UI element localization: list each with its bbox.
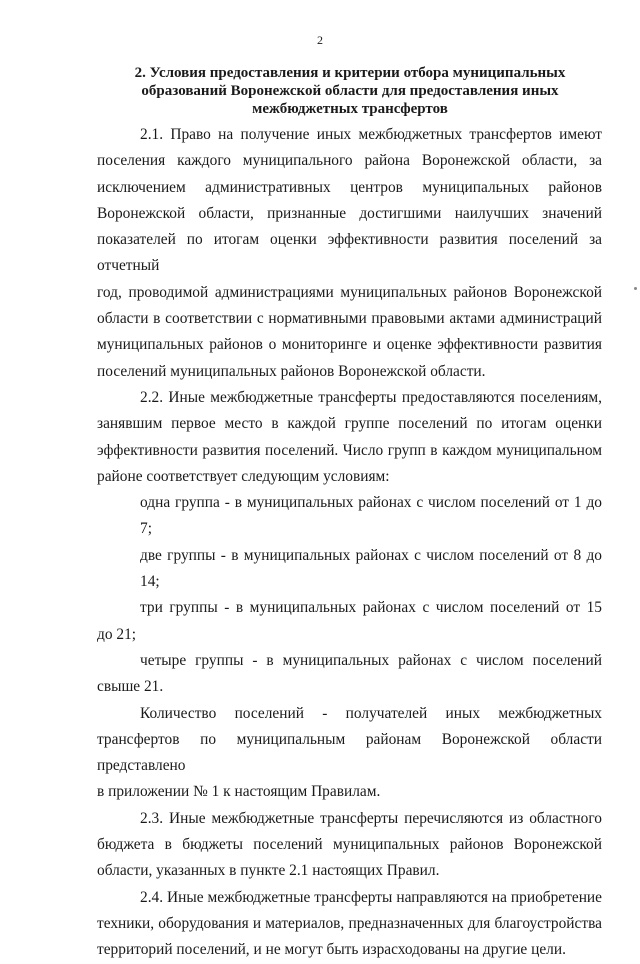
heading-line: образований Воронежской области для предоставления иных [141,83,559,99]
paragraph-line: муниципальных районов о мониторинге и оценке эффективности развития [97,336,602,354]
paragraph-line: 2.1. Право на получение иных межбюджетных трансфертов имеют [140,126,602,143]
section-body [97,122,602,964]
paragraph-line: исключением административных центров муниципальных районов [97,178,602,196]
paragraph-line: области в соответствии с нормативными правовыми актами администраций [97,310,602,328]
paragraph-line: поселений муниципальных районов Воронежской области. [97,362,486,380]
page-number: 2 [317,33,323,47]
paragraph-line: занявшим первое место в каждой группе поселений по итогам оценки [97,415,602,433]
group-conditions-list [97,490,602,700]
paragraph-line: техники, оборудования и материалов, предназначенных для благоустройства [97,914,602,932]
paragraph-2-1 [97,122,602,385]
paragraph-line: поселения каждого муниципального района Воронежской области, за [97,152,602,170]
paragraph-line: районе соответствует следующим условиям: [97,467,390,485]
paragraph-2-2 [97,385,602,490]
paragraph-line: показателей по итогам оценки эффективности развития поселений за отчетный [97,231,602,275]
paragraph-line: Воронежской области, признанные достигшими наилучших значений [97,204,602,222]
list-item: три группы - в муниципальных районах с числом поселений от 15 [140,599,602,617]
list-item: одна группа - в муниципальных районах с числом поселений от 1 до 7; [140,494,602,538]
paragraph-line: 2.3. Иные межбюджетные трансферты перечисляются из областного [140,809,602,827]
paragraph-line: в приложении № 1 к настоящим Правилам. [97,783,381,801]
section-heading [110,64,590,118]
paragraph-line: территорий поселений, и не могут быть израсходованы на другие цели. [97,941,566,959]
paragraph-line: 2.4. Иные межбюджетные трансферты направляются на приобретение [140,888,602,906]
paragraph-line: год, проводимой администрациями муниципальных районов Воронежской [97,283,602,301]
heading-line: межбюджетных трансфертов [252,101,448,117]
list-item: четыре группы - в муниципальных районах с числом поселений [140,651,602,669]
heading-line: 2. Условия предоставления и критерии отбора муниципальных [134,65,566,81]
paragraph-line: Количество поселений - получателей иных межбюджетных [140,704,602,722]
paragraph-count [97,701,602,806]
paragraph-2-3 [97,806,602,885]
paragraph-line: 2.2. Иные межбюджетные трансферты предоставляются поселениям, [140,388,602,406]
paragraph-line: эффективности развития поселений. Число групп в каждом муниципальном [97,441,602,459]
paragraph-2-4 [97,885,602,964]
paragraph-line: бюджета в бюджеты поселений муниципальных районов Воронежской [97,836,602,854]
paragraph-line: трансфертов по муниципальным районам Воронежской области представлено [97,730,602,775]
list-item-continuation: свыше 21. [97,678,164,696]
list-item: две группы - в муниципальных районах с числом поселений от 8 до 14; [140,546,602,591]
scan-artifact-dot [634,287,637,290]
paragraph-line: области, указанных в пункте 2.1 настоящих Правил. [97,862,440,880]
list-item-continuation: до 21; [97,625,137,643]
